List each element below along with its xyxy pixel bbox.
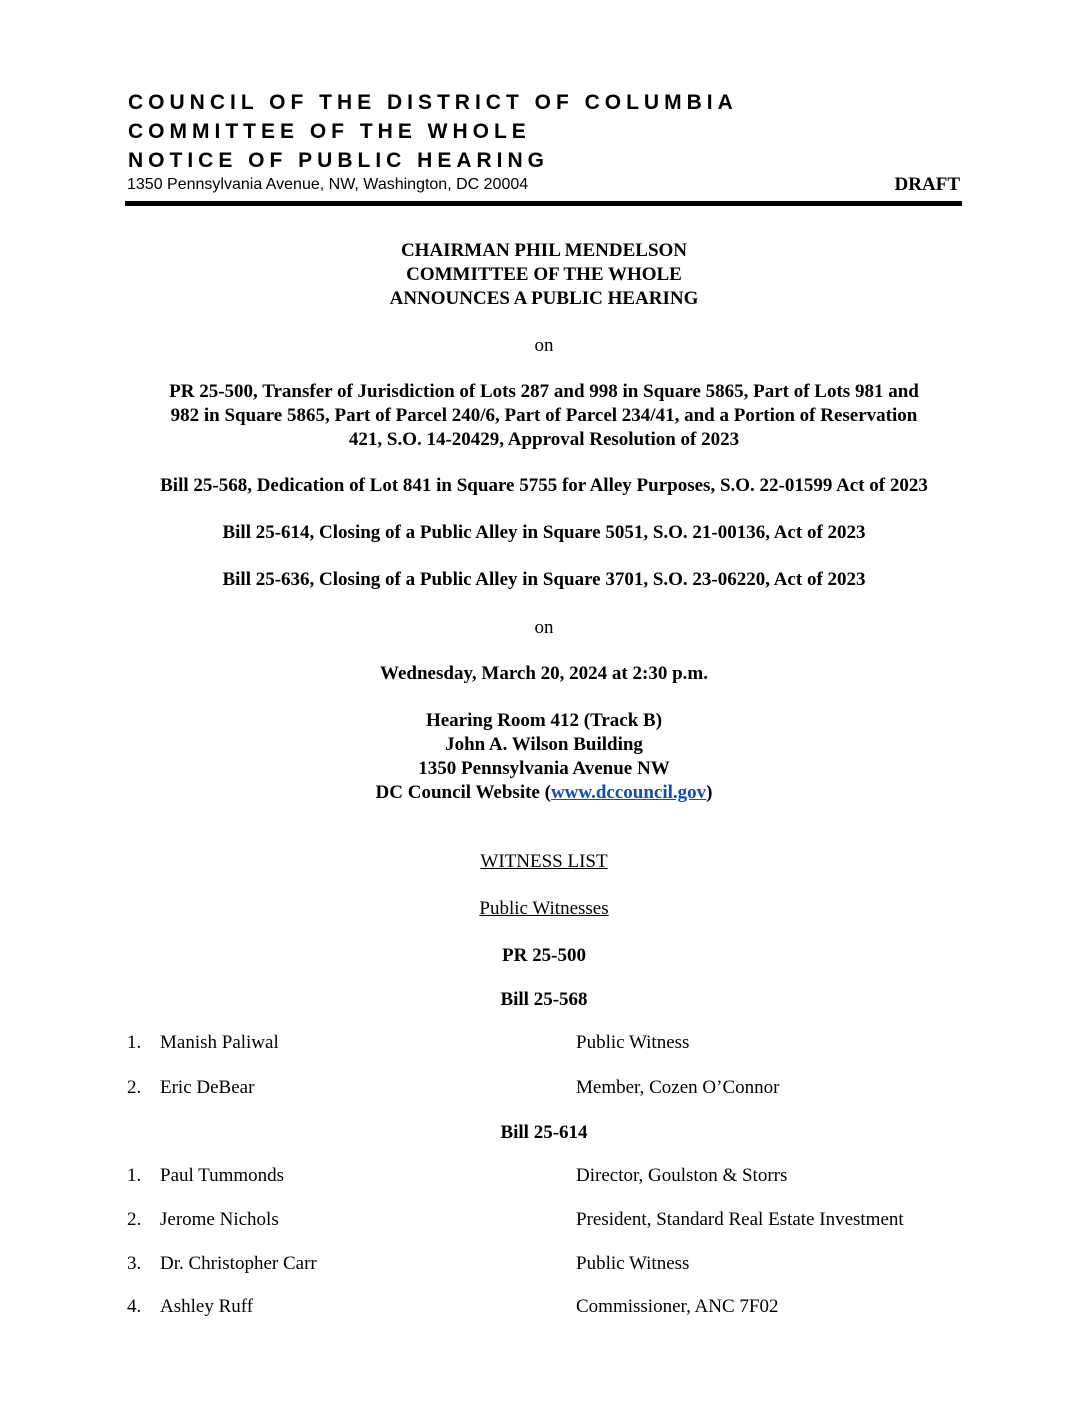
witness-number: 4.: [127, 1296, 142, 1317]
website-prefix: DC Council Website (: [375, 782, 551, 803]
letterhead-council: COUNCIL OF THE DISTRICT OF COLUMBIA: [128, 91, 738, 114]
witness-number: 1.: [127, 1165, 142, 1186]
section-pr-25-500: PR 25-500: [502, 945, 586, 966]
witness-number: 2.: [127, 1209, 142, 1230]
witness-list-title: WITNESS LIST: [480, 851, 608, 872]
pr-title-line-1: PR 25-500, Transfer of Jurisdiction of Lots 287 and 998 in Square 5865, Part of Lots 981 and: [169, 381, 919, 402]
witness-name: Paul Tummonds: [160, 1165, 285, 1186]
witness-number: 1.: [127, 1032, 142, 1053]
website-suffix: ): [706, 782, 713, 803]
hearing-address: 1350 Pennsylvania Avenue NW: [418, 758, 670, 779]
chairman-line: CHAIRMAN PHIL MENDELSON: [400, 240, 688, 261]
witness-row: [127, 1295, 967, 1319]
witness-row: [127, 1208, 967, 1232]
measure-bill-25-636: Bill 25-636, Closing of a Public Alley in Square 3701, S.O. 23-06220, Act of 2023: [222, 569, 866, 590]
on-connector-2: on: [534, 617, 554, 638]
witness-affiliation: Commissioner, ANC 7F02: [576, 1296, 779, 1317]
witness-affiliation: President, Standard Real Estate Investment: [576, 1209, 904, 1230]
pr-title-line-2: 982 in Square 5865, Part of Parcel 240/6, Part of Parcel 234/41, and a Portion of Reservation: [170, 405, 918, 426]
witness-name: Eric DeBear: [160, 1077, 255, 1098]
pr-title-line-3: 421, S.O. 14-20429, Approval Resolution of 2023: [348, 429, 740, 450]
public-witnesses-subtitle: Public Witnesses: [479, 898, 609, 919]
witness-number: 2.: [127, 1077, 142, 1098]
hearing-room: Hearing Room 412 (Track B): [425, 710, 663, 731]
witness-name: Dr. Christopher Carr: [160, 1253, 317, 1274]
announces-line: ANNOUNCES A PUBLIC HEARING: [389, 288, 699, 309]
witness-row: [127, 1076, 967, 1100]
measure-bill-25-568: Bill 25-568, Dedication of Lot 841 in Square 5755 for Alley Purposes, S.O. 22-01599 Act of 2023: [160, 475, 928, 496]
council-website-line: [100, 781, 988, 805]
measure-bill-25-614: Bill 25-614, Closing of a Public Alley in Square 5051, S.O. 21-00136, Act of 2023: [222, 522, 866, 543]
witness-affiliation: Member, Cozen O’Connor: [576, 1077, 780, 1098]
letterhead-notice: NOTICE OF PUBLIC HEARING: [128, 149, 550, 172]
committee-line: COMMITTEE OF THE WHOLE: [406, 264, 682, 285]
section-bill-25-614: Bill 25-614: [500, 1122, 588, 1143]
announcement-heading: [100, 239, 988, 311]
on-connector-1: on: [534, 335, 554, 356]
header-divider: [125, 201, 962, 206]
witness-affiliation: Public Witness: [576, 1032, 690, 1053]
hearing-datetime: Wednesday, March 20, 2024 at 2:30 p.m.: [380, 663, 708, 684]
hearing-location: [100, 709, 988, 805]
council-website-link[interactable]: www.dccouncil.gov: [550, 782, 707, 803]
letterhead-address: 1350 Pennsylvania Avenue, NW, Washington, DC 20004: [127, 176, 529, 193]
witness-name: Ashley Ruff: [160, 1296, 254, 1317]
letterhead: [128, 88, 738, 175]
witness-row: [127, 1164, 967, 1188]
witness-name: Jerome Nichols: [160, 1209, 279, 1230]
draft-label: DRAFT: [894, 174, 960, 195]
section-bill-25-568: Bill 25-568: [500, 989, 588, 1010]
witness-affiliation: Director, Goulston & Storrs: [576, 1165, 788, 1186]
witness-row: [127, 1031, 967, 1055]
witness-affiliation: Public Witness: [576, 1253, 690, 1274]
witness-row: [127, 1252, 967, 1276]
witness-number: 3.: [127, 1253, 142, 1274]
measure-pr-25-500: [100, 380, 988, 452]
witness-name: Manish Paliwal: [160, 1032, 279, 1053]
hearing-building: John A. Wilson Building: [445, 734, 643, 755]
letterhead-committee: COMMITTEE OF THE WHOLE: [128, 120, 531, 143]
